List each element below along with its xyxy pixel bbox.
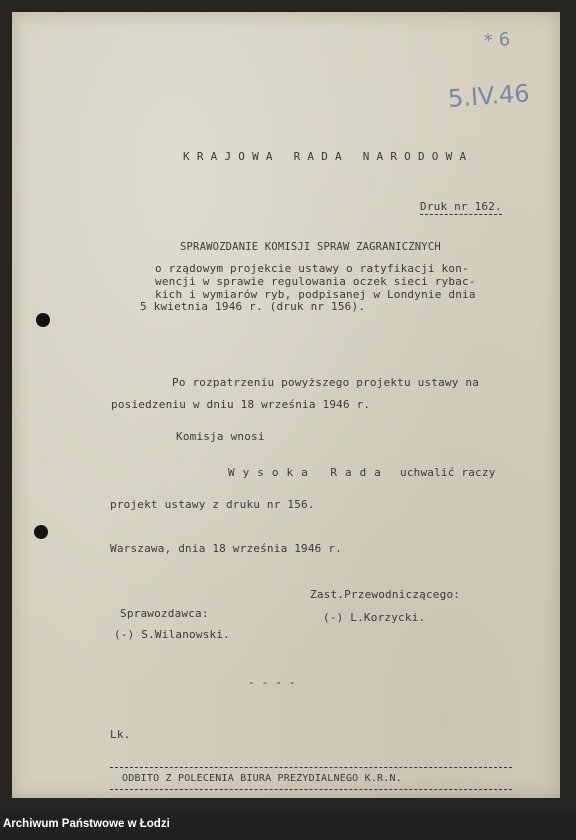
report-title: SPRAWOZDANIE KOMISJI SPRAW ZAGRANICZNYCH [180,241,441,253]
punch-hole-top [36,313,50,327]
typist-initials: Lk. [110,728,131,741]
footer-rule-bottom [110,789,512,790]
deputy-chair-label: Zast.Przewodniczącego: [310,588,461,601]
rapporteur-label: Sprawozdawca: [120,607,209,620]
pencil-date-mark: 5.IV.46 [447,79,531,113]
project-line: projekt ustawy z druku nr 156. [110,498,315,511]
council-heading: KRAJOWA RADA NARODOWA [183,150,474,163]
printing-note: ODBITO Z POLECENIA BIURA PREZYDIALNEGO K.R.N. [122,773,402,784]
pencil-star-mark: * 6 [483,29,511,52]
rapporteur-name: (-) S.Wilanowski. [114,628,230,641]
subject-line-1: o rządowym projekcie ustawy o ratyfikacji kon- [155,262,469,275]
paragraph-line-1: Po rozpatrzeniu powyższego projektu ustawy na [172,376,480,389]
committee-moves: Komisja wnosi [176,430,265,443]
deputy-chair-name: (-) L.Korzycki. [323,611,426,624]
place-date: Warszawa, dnia 18 września 1946 r. [110,542,342,555]
separator-dashes: - - - - [248,676,296,689]
house-address: Wysoka Rada [228,466,389,479]
print-number: Druk nr 162. [420,200,502,213]
subject-line-4: 5 kwietnia 1946 r. (druk nr 156). [140,300,366,313]
resolve-text: uchwalić raczy [400,466,496,479]
subject-line-2: wencji w sprawie regulowania oczek sieci rybac- [155,275,476,288]
footer-rule-top [110,767,512,768]
punch-hole-bottom [34,525,48,539]
archive-label: Archiwum Państwowe w Łodzi [3,818,170,830]
subject-line-3: kich i wymiarów ryb, podpisanej w Londynie dnia [155,288,476,301]
paragraph-line-2: posiedzeniu w dniu 18 września 1946 r. [111,398,371,411]
